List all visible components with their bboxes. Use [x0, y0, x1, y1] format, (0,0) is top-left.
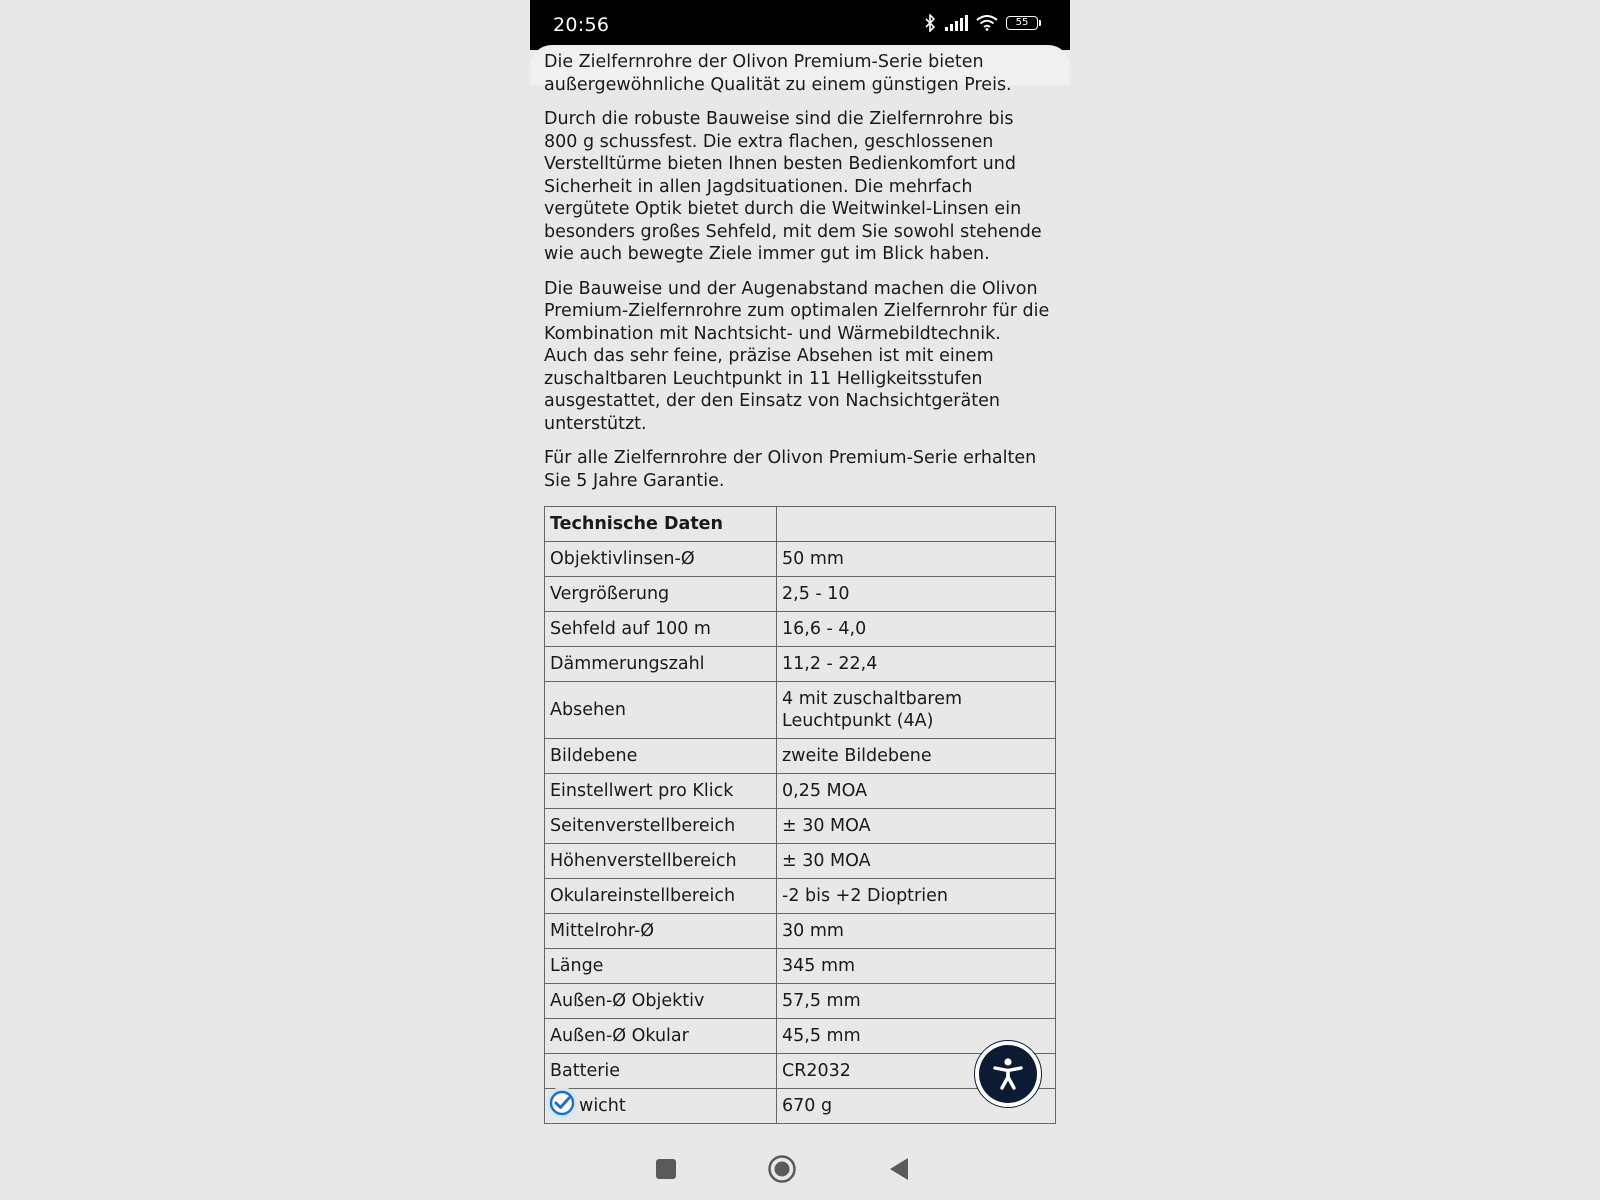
table-row — [545, 612, 1056, 647]
spec-value: 345 mm — [777, 949, 1056, 984]
spec-key: Außen-Ø Objektiv — [545, 984, 777, 1019]
article-content — [544, 51, 1058, 1124]
spec-key: Einstellwert pro Klick — [545, 774, 777, 809]
wifi-icon — [976, 15, 998, 31]
table-header-value — [777, 507, 1056, 542]
spec-key: Bildebene — [545, 739, 777, 774]
table-header-row — [545, 507, 1056, 542]
table-header: Technische Daten — [545, 507, 777, 542]
check-badge-icon[interactable] — [546, 1087, 578, 1119]
battery-level: 55 — [1015, 17, 1029, 28]
back-triangle-icon[interactable] — [884, 1154, 914, 1184]
recents-square-icon[interactable] — [651, 1154, 681, 1184]
status-time: 20:56 — [553, 14, 610, 36]
table-row — [545, 914, 1056, 949]
spec-key: Absehen — [545, 682, 777, 739]
spec-value: 50 mm — [777, 542, 1056, 577]
table-row — [545, 1019, 1056, 1054]
status-icons — [924, 14, 1038, 32]
paragraph-warranty: Für alle Zielfernrohre der Olivon Premium-Serie erhalten Sie 5 Jahre Garantie. — [544, 448, 1037, 491]
paragraph-intro: Die Zielfernrohre der Olivon Premium-Serie bieten außergewöhnliche Qualität zu einem günstigen Preis. — [544, 52, 1012, 95]
spec-value: 670 g — [777, 1089, 1056, 1124]
spec-key: Batterie — [545, 1054, 777, 1089]
spec-value: 30 mm — [777, 914, 1056, 949]
navigation-bar — [530, 1140, 1070, 1200]
paragraph-build: Durch die robuste Bauweise sind die Zielfernrohre bis 800 g schussfest. Die extra flachen, geschlossenen Verstelltürme bieten Ihnen besten Bedienkomfort und Sicherheit in allen Jagdsituationen. Die mehrfach vergütete Optik bietet durch die Weitwinkel-Linsen ein besonders großes Sehfeld, mit dem Sie sowohl stehende wie auch bewegte Ziele immer gut im Blick haben. — [544, 109, 1042, 264]
phone-screen — [530, 0, 1070, 1200]
paragraph-night-vision: Die Bauweise und der Augenabstand machen die Olivon Premium-Zielfernrohre zum optimalen Zielfernrohr für die Kombination mit Nachtsicht- und Wärmebildtechnik. Auch das sehr feine, präzise Absehen ist mit einem zuschaltbaren Leuchtpunkt in 11 Helligkeitsstufen ausgestattet, der den Einsatz von Nachsichtgeräten unterstützt. — [544, 278, 1050, 434]
battery-icon — [1006, 16, 1038, 30]
spec-key: Mittelrohr-Ø — [545, 914, 777, 949]
spec-value: ± 30 MOA — [777, 809, 1056, 844]
spec-key: Außen-Ø Okular — [545, 1019, 777, 1054]
spec-key: Objektivlinsen-Ø — [545, 542, 777, 577]
bluetooth-icon — [924, 14, 936, 32]
accessibility-button[interactable] — [974, 1040, 1042, 1108]
spec-key: Sehfeld auf 100 m — [545, 612, 777, 647]
spec-key: Höhenverstellbereich — [545, 844, 777, 879]
table-row — [545, 949, 1056, 984]
spec-value: 2,5 - 10 — [777, 577, 1056, 612]
spec-value: 11,2 - 22,4 — [777, 647, 1056, 682]
spec-key: Länge — [545, 949, 777, 984]
spec-value: ± 30 MOA — [777, 844, 1056, 879]
spec-key: Dämmerungszahl — [545, 647, 777, 682]
table-row — [545, 577, 1056, 612]
spec-key: wicht — [545, 1089, 777, 1124]
table-row — [545, 739, 1056, 774]
spec-value: 16,6 - 4,0 — [777, 612, 1056, 647]
accessibility-icon — [979, 1045, 1037, 1103]
status-bar — [530, 0, 1070, 50]
table-row — [545, 844, 1056, 879]
table-row — [545, 542, 1056, 577]
table-row — [545, 984, 1056, 1019]
table-row — [545, 682, 1056, 739]
spec-value: -2 bis +2 Dioptrien — [777, 879, 1056, 914]
table-row — [545, 879, 1056, 914]
table-row — [545, 809, 1056, 844]
signal-icon — [944, 15, 968, 31]
specs-table — [544, 506, 1056, 1124]
spec-value: zweite Bildebene — [777, 739, 1056, 774]
table-row — [545, 647, 1056, 682]
home-circle-icon[interactable] — [767, 1154, 797, 1184]
spec-value: 57,5 mm — [777, 984, 1056, 1019]
table-row — [545, 774, 1056, 809]
spec-value: 4 mit zuschaltbarem Leuchtpunkt (4A) — [777, 682, 1056, 739]
spec-value: 45,5 mm — [777, 1019, 1056, 1054]
spec-value: 0,25 MOA — [777, 774, 1056, 809]
spec-key: Seitenverstellbereich — [545, 809, 777, 844]
spec-value: CR2032 — [777, 1054, 1056, 1089]
spec-key: Vergrößerung — [545, 577, 777, 612]
spec-key: Okulareinstellbereich — [545, 879, 777, 914]
table-row — [545, 1089, 1056, 1124]
